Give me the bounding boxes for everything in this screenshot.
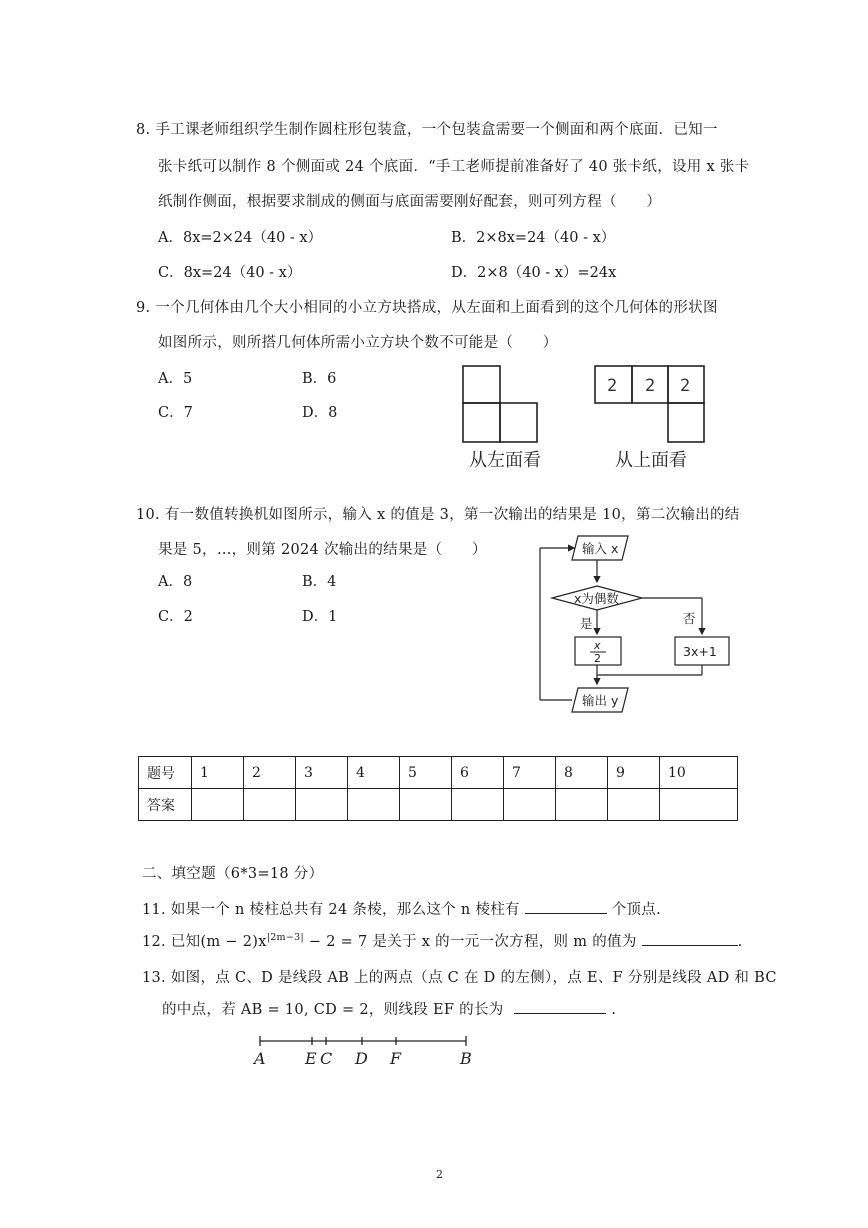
flow-output-label: 输出 y [582, 693, 619, 708]
q10-option-c: C．2 [158, 609, 193, 625]
top-view-number-2: 2 [645, 376, 656, 396]
answer-cell-6[interactable] [452, 789, 504, 821]
point-a-label: A [254, 1049, 266, 1068]
q10-flowchart [530, 530, 740, 720]
q11-text: 11. 如果一个 n 棱柱总共有 24 条棱，那么这个 n 棱柱有 [142, 902, 520, 918]
q10-line2: 果是 5，…，则第 2024 次输出的结果是（ ） [158, 542, 487, 558]
flow-halve-numerator: x [594, 639, 601, 652]
answer-table-header-label: 题号 [139, 757, 192, 789]
q9-views-figure [455, 358, 725, 478]
q12 [142, 930, 742, 951]
q9-line1: 9. 一个几何体由几个大小相同的小立方块搭成，从左面和上面看到的这个几何体的形状图 [136, 300, 718, 316]
answer-cell-5[interactable] [400, 789, 452, 821]
q9-option-a: A．5 [158, 371, 193, 387]
q12-text-start: 12. 已知(m − 2)x [142, 934, 267, 950]
flow-halve-denominator: 2 [594, 652, 601, 665]
q13-text-end: . [611, 1002, 617, 1018]
flow-yes-label: 是 [580, 616, 593, 631]
q8-option-a: A．8x=2×24（40 - x） [158, 230, 323, 246]
q12-exponent: |2m−3| [266, 932, 304, 944]
q11 [142, 898, 661, 919]
answer-table [138, 756, 738, 821]
answer-cell-8[interactable] [556, 789, 608, 821]
q13-line1: 13. 如图，点 C、D 是线段 AB 上的两点（点 C 在 D 的左侧），点 E、F 分别是线段 AD 和 BC [142, 970, 777, 986]
q8-line3: 纸制作侧面，根据要求制成的侧面与底面需要刚好配套，则可列方程（ ） [158, 194, 662, 210]
answer-table-number-3: 3 [296, 757, 348, 789]
q12-text-mid: − 2 = 7 是关于 x 的一元一次方程，则 m 的值为 [303, 934, 637, 950]
top-view-number-1: 2 [607, 376, 618, 396]
left-view-label: 从左面看 [469, 450, 541, 471]
answer-table-number-6: 6 [452, 757, 504, 789]
point-b-label: B [460, 1049, 472, 1068]
top-view-label: 从上面看 [615, 450, 687, 471]
q10-option-b: B．4 [302, 574, 337, 590]
answer-table-answer-label: 答案 [139, 789, 192, 821]
answer-cell-2[interactable] [244, 789, 296, 821]
answer-table-number-5: 5 [400, 757, 452, 789]
answer-table-number-row [139, 757, 738, 789]
q10-line1: 10. 有一数值转换机如图所示，输入 x 的值是 3，第一次输出的结果是 10，第二次输出的结 [136, 507, 740, 523]
q11-answer-blank[interactable] [525, 913, 607, 914]
q10-option-d: D．1 [302, 609, 338, 625]
answer-cell-4[interactable] [348, 789, 400, 821]
q10-option-a: A．8 [158, 574, 193, 590]
point-f-label: F [390, 1049, 402, 1068]
answer-table-number-1: 1 [192, 757, 244, 789]
flow-triple-label: 3x+1 [683, 644, 717, 659]
answer-table-number-2: 2 [244, 757, 296, 789]
q12-text-end: . [737, 934, 743, 950]
q9-line2: 如图所示，则所搭几何体所需小立方块个数不可能是（ ） [158, 335, 558, 351]
answer-table-number-7: 7 [504, 757, 556, 789]
answer-table-number-10: 10 [660, 757, 738, 789]
point-d-label: D [355, 1049, 368, 1068]
answer-cell-10[interactable] [660, 789, 738, 821]
q13-line2 [162, 998, 616, 1019]
answer-cell-1[interactable] [192, 789, 244, 821]
q8-line2: 张卡纸可以制作 8 个侧面或 24 个底面．“手工老师提前准备好了 40 张卡纸，设用 x 张卡 [158, 159, 750, 175]
point-c-label: C [320, 1049, 333, 1068]
q9-option-c: C．7 [158, 405, 193, 421]
q9-option-d: D．8 [302, 405, 338, 421]
section2-title: 二、填空题（6*3=18 分） [142, 866, 324, 882]
left-view-figure [463, 366, 537, 442]
page-number: 2 [436, 1168, 443, 1181]
q12-answer-blank[interactable] [642, 945, 738, 946]
q8-option-d: D．2×8（40 - x）=24x [451, 265, 617, 281]
answer-cell-7[interactable] [504, 789, 556, 821]
q13-text: 的中点，若 AB = 10, CD = 2，则线段 EF 的长为 [162, 1002, 504, 1018]
answer-table-number-9: 9 [608, 757, 660, 789]
answer-table-number-4: 4 [348, 757, 400, 789]
top-view-number-3: 2 [680, 376, 691, 396]
flow-input-label: 输入 x [582, 541, 619, 556]
q13-answer-blank[interactable] [514, 1013, 606, 1014]
q13-segment-figure [250, 1030, 490, 1070]
flow-no-label: 否 [683, 611, 696, 626]
answer-cell-3[interactable] [296, 789, 348, 821]
flow-decision-label: x为偶数 [574, 591, 619, 606]
q8-option-c: C．8x=24（40 - x） [158, 265, 302, 281]
q8-option-b: B．2×8x=24（40 - x） [451, 230, 616, 246]
q11-text-end: 个顶点. [611, 902, 662, 918]
answer-cell-9[interactable] [608, 789, 660, 821]
q8-line1: 8. 手工课老师组织学生制作圆柱形包装盒，一个包装盒需要一个侧面和两个底面．已知一 [136, 122, 718, 138]
point-e-label: E [305, 1049, 317, 1068]
answer-table-answer-row [139, 789, 738, 821]
answer-table-number-8: 8 [556, 757, 608, 789]
q9-option-b: B．6 [302, 371, 337, 387]
